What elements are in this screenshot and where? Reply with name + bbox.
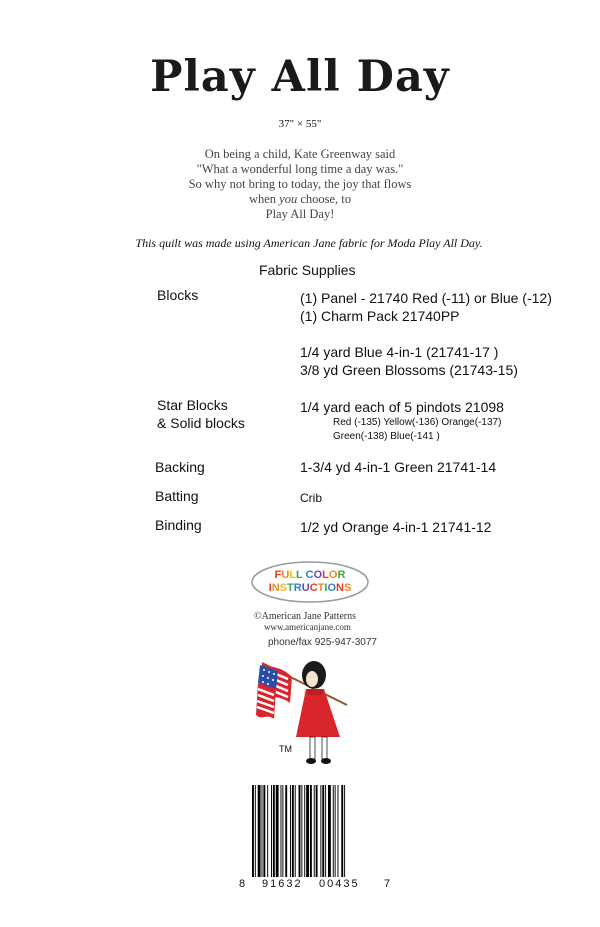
poem-line-4-end: choose, to <box>297 192 352 206</box>
barcode-group-1: 91632 <box>262 878 303 890</box>
logo-letter: U <box>281 569 290 581</box>
logo-line-1 <box>250 569 370 581</box>
barcode-graphic <box>250 785 374 877</box>
barcode-bar <box>316 785 318 877</box>
barcode-bar <box>310 785 312 877</box>
logo-letter: O <box>328 569 338 581</box>
logo-letter: I <box>324 582 328 594</box>
barcode-bar <box>262 785 263 877</box>
barcode-bar <box>314 785 315 877</box>
barcode-bar <box>301 785 302 877</box>
logo-letter: O <box>327 582 336 594</box>
barcode-group-2: 00435 <box>319 878 360 890</box>
logo-letter: S <box>279 582 288 594</box>
logo-letter: U <box>301 582 310 594</box>
batting-label: Batting <box>155 488 199 504</box>
barcode-bar <box>295 785 296 877</box>
logo-letter: L <box>296 569 303 581</box>
barcode-bar <box>282 785 283 877</box>
barcode-left-digit: 8 <box>239 878 246 890</box>
barcode-bar <box>285 785 287 877</box>
poem-line-3: So why not bring to today, the joy that flows <box>188 177 412 191</box>
barcode-bar <box>255 785 256 877</box>
star-item-3: Green(-138) Blue(-141 ) <box>333 431 440 442</box>
supplies-heading: Fabric Supplies <box>259 262 356 278</box>
logo-letter: N <box>271 582 280 594</box>
barcode-bar <box>320 785 321 877</box>
poem-line-1: On being a child, Kate Greenway said <box>204 147 396 161</box>
backing-label: Backing <box>155 459 205 475</box>
fabric-notice: This quilt was made using American Jane fabric for Moda Play All Day. <box>135 236 483 250</box>
barcode-bar <box>292 785 294 877</box>
barcode-bar <box>322 785 324 877</box>
logo-letter: T <box>287 582 294 594</box>
logo-letter: L <box>289 569 297 581</box>
poem <box>0 147 600 222</box>
logo-letter: C <box>309 582 318 594</box>
solid-blocks-label: & Solid blocks <box>157 415 245 431</box>
star-item-1: 1/4 yard each of 5 pindots 21098 <box>300 399 504 415</box>
logo-letter: T <box>317 582 325 594</box>
barcode-bar <box>325 785 326 877</box>
american-flag-icon <box>256 663 292 719</box>
logo-line-2 <box>250 582 370 594</box>
barcode-bar <box>258 785 261 877</box>
poem-line-5: Play All Day! <box>265 207 335 221</box>
publisher-info <box>254 611 356 633</box>
binding-value: 1/2 yd Orange 4-in-1 21741-12 <box>300 519 492 535</box>
logo-letter: C <box>305 569 314 581</box>
poem-line-4 <box>0 192 600 207</box>
logo-letter: N <box>336 582 344 594</box>
batting-value: Crib <box>300 491 323 505</box>
barcode-bar <box>335 785 336 877</box>
blocks-item-2: (1) Charm Pack 21740PP <box>300 308 460 324</box>
backing-value: 1-3/4 yd 4-in-1 Green 21741-14 <box>300 459 497 475</box>
barcode-bar <box>252 785 254 877</box>
blocks-item-4: 3/8 yd Green Blossoms (21743-15) <box>300 362 518 378</box>
barcode-bar <box>333 785 334 877</box>
blocks-label: Blocks <box>157 287 199 303</box>
trademark-mark: TM <box>279 744 292 754</box>
barcode-bar <box>306 785 309 877</box>
barcode-bar <box>273 785 275 877</box>
logo-letter: R <box>293 582 302 594</box>
logo-letter: I <box>268 582 272 594</box>
barcode-bar <box>341 785 343 877</box>
barcode-bar <box>281 785 282 877</box>
logo-letter: O <box>313 569 323 581</box>
publisher-website: www.americanjane.com <box>264 622 351 632</box>
barcode-bar <box>271 785 272 877</box>
barcode-bar <box>267 785 268 877</box>
binding-label: Binding <box>155 517 202 533</box>
barcode-bar <box>328 785 331 877</box>
blocks-item-3: 1/4 yard Blue 4-in-1 (21741-17 ) <box>300 344 499 360</box>
publisher-phone: phone/fax 925-947-3077 <box>268 637 377 648</box>
full-color-instructions-logo <box>250 560 370 604</box>
logo-letter: S <box>343 582 352 594</box>
poem-line-4-emphasis: you <box>279 192 298 206</box>
barcode-right-digit: 7 <box>384 878 391 890</box>
blocks-item-1: (1) Panel - 21740 Red (-11) or Blue (-12) <box>300 290 552 306</box>
poem-line-2: "What a wonderful long time a day was." <box>196 162 404 176</box>
logo-letter: R <box>337 569 346 581</box>
publisher-name: ©American Jane Patterns <box>254 611 357 622</box>
barcode-bar <box>338 785 339 877</box>
barcode-bar <box>263 785 265 877</box>
pattern-title: Play All Day <box>150 52 450 102</box>
quilt-size: 37" × 55" <box>278 118 322 130</box>
star-blocks-label: Star Blocks <box>157 397 228 413</box>
star-item-2: Red (-135) Yellow(-136) Orange(-137) <box>333 417 502 428</box>
poem-line-4-start: when <box>248 192 280 206</box>
logo-letter: F <box>274 569 282 581</box>
barcode-bar <box>276 785 279 877</box>
girl-with-flag-illustration <box>252 655 357 770</box>
logo-letter: L <box>322 569 329 581</box>
barcode-bar <box>344 785 345 877</box>
barcode-bar <box>304 785 305 877</box>
barcode-bar <box>290 785 291 877</box>
barcode-bar <box>299 785 301 877</box>
